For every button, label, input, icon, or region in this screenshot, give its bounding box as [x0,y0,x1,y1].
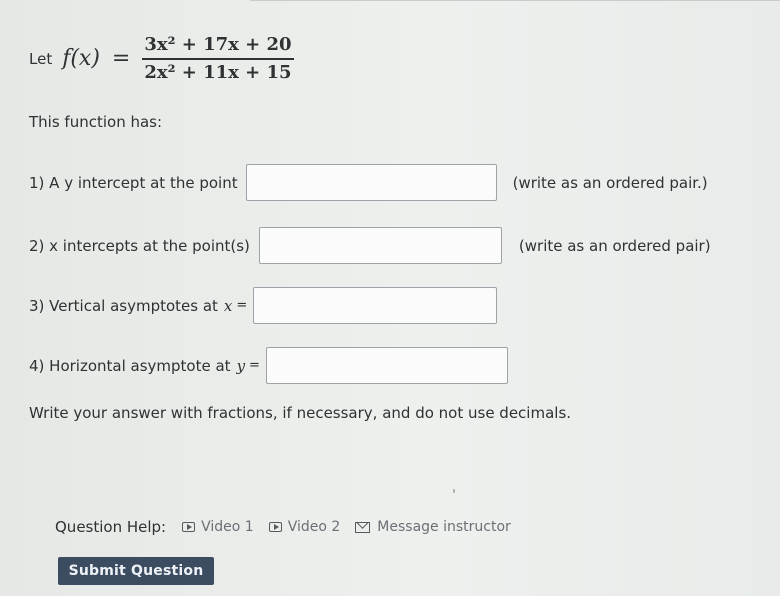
question-2-label: 2) x intercepts at the point(s) [29,236,250,255]
question-3-label: 3) Vertical asymptotes at [29,296,218,315]
denominator: 2x² + 11x + 15 [144,61,292,83]
rational-function-fraction [142,34,293,83]
video-2-link[interactable] [269,519,341,535]
horizontal-asymptote-input[interactable] [266,347,508,384]
function-equals: = [111,46,131,72]
question-2-row [29,227,711,264]
question-4-row [29,347,508,384]
vertical-asymptote-equals: = [236,298,248,313]
horizontal-asymptote-equals: = [249,358,260,373]
function-math [62,34,293,83]
question-help-label: Question Help: [55,518,167,536]
top-divider [250,0,780,1]
mail-icon [355,522,370,533]
let-label: Let [29,49,53,68]
vertical-asymptote-input[interactable] [253,287,497,324]
video-icon [269,522,282,532]
video-1-link[interactable] [182,519,254,535]
question-4-label: 4) Horizontal asymptote at [29,356,231,375]
question-1-row [29,164,708,201]
decorative-mark [453,489,455,493]
question-3-row [29,287,497,324]
video-2-label: Video 2 [287,519,341,535]
x-intercepts-input[interactable] [259,227,502,264]
question-2-note: (write as an ordered pair) [518,236,711,255]
answer-instructions: Write your answer with fractions, if necessary, and do not use decimals. [29,404,572,422]
question-1-label: 1) A y intercept at the point [29,173,238,192]
y-intercept-input[interactable] [246,164,497,201]
submit-question-button[interactable]: Submit Question [58,557,214,585]
message-instructor-link[interactable] [355,519,511,535]
intro-text: This function has: [29,113,163,131]
vertical-asymptote-variable: x [223,296,233,315]
message-instructor-label: Message instructor [377,519,511,535]
function-definition [29,34,294,83]
function-name: f(x) [62,46,100,72]
video-icon [182,522,195,532]
question-1-note: (write as an ordered pair.) [512,173,708,192]
question-help [55,518,526,536]
horizontal-asymptote-variable: y [236,356,246,375]
video-1-label: Video 1 [201,519,254,535]
numerator: 3x² + 17x + 20 [142,34,293,60]
